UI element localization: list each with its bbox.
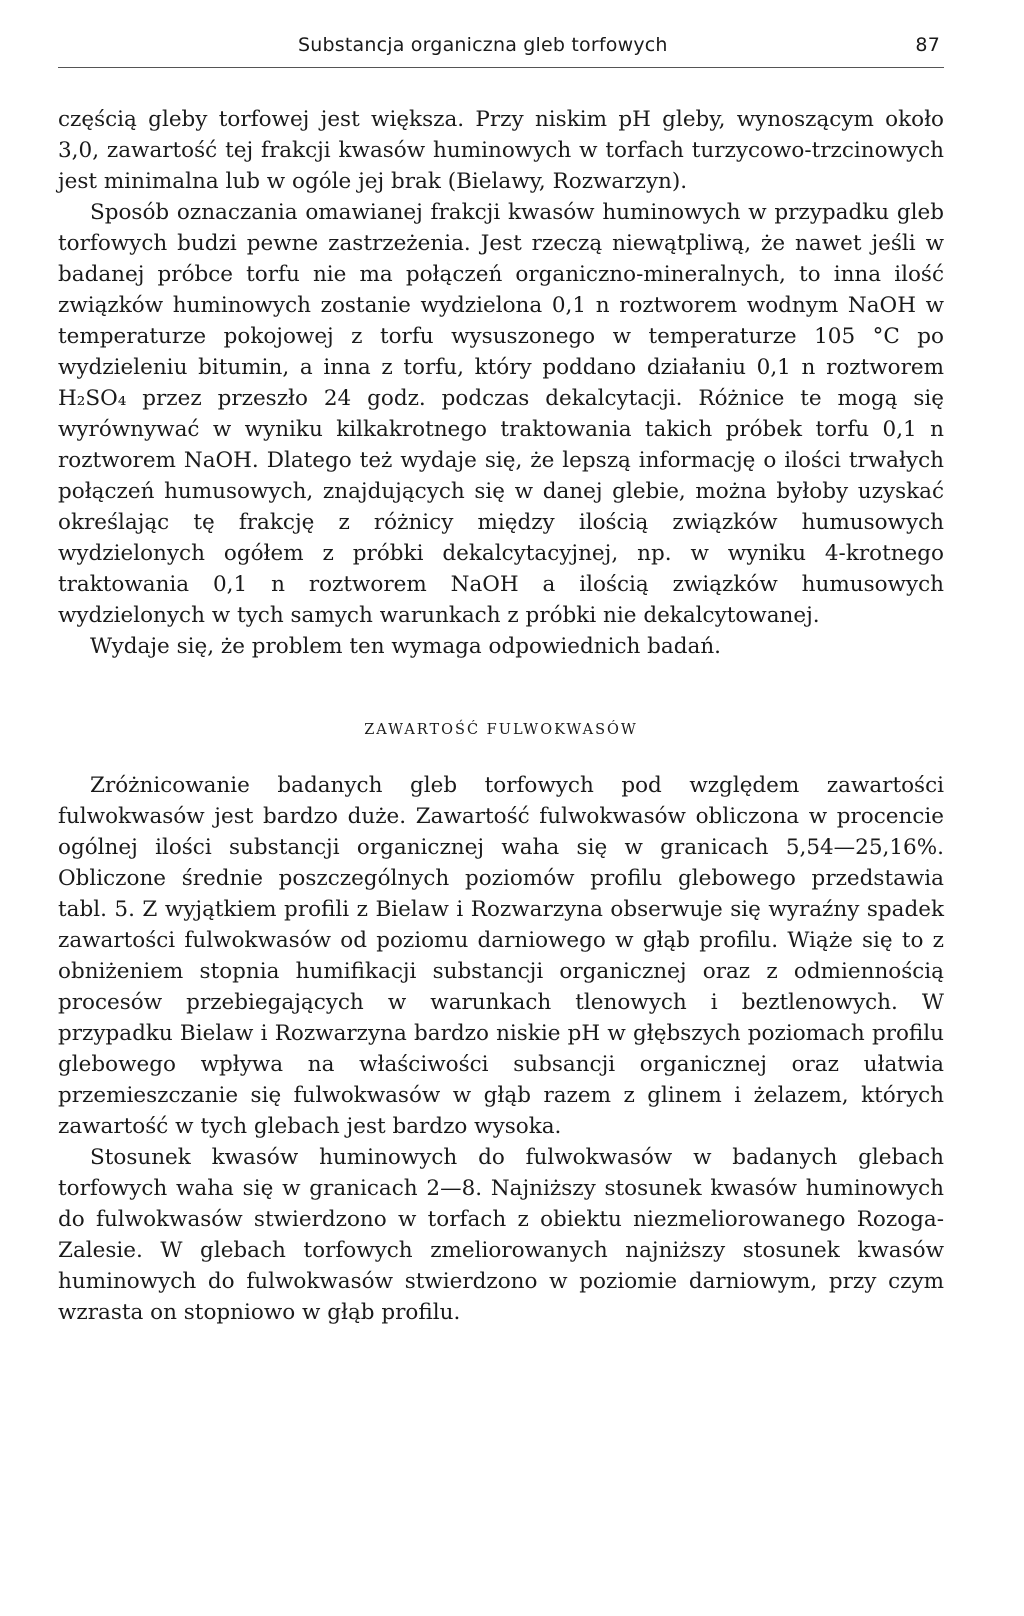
running-head — [58, 22, 944, 56]
header-rule — [58, 67, 944, 68]
running-title: Substancja organiczna gleb torfowych — [298, 34, 668, 56]
paragraph-continued: częścią gleby torfowej jest większa. Przy niskim pH gleby, wynoszącym około 3,0, zawartość tej frakcji kwasów huminowych w torfach turzycowo-trzcinowych jest minimalna lub w ogóle jej brak (Bielawy, Rozwarzyn). — [58, 107, 944, 194]
page — [58, 22, 944, 1325]
page-number: 87 — [915, 34, 940, 56]
paragraph: Zróżnicowanie badanych gleb torfowych pod względem zawartości fulwokwasów jest bardzo duże. Zawartość fulwokwasów obliczona w procencie ogólnej ilości substancji organicznej waha się w granicach 5,54—25,16%. Obliczone średnie poszczególnych poziomów profilu glebowego przedstawia tabl. 5. Z wyjątkiem profili z Bielaw i Rozwarzyna obserwuje się wyraźny spadek zawartości fulwokwasów od poziomu darniowego w głąb profilu. Wiąże się to z obniżeniem stopnia humifikacji substancji organicznej oraz z odmiennością procesów przebiegających w warunkach tlenowych i beztlenowych. W przypadku Bielaw i Rozwarzyna bardzo niskie pH w głębszych poziomach profilu glebowego wpływa na właściwości subsancji organicznej oraz ułatwia przemieszczanie się fulwokwasów w głąb razem z glinem i żelazem, których zawartość w tych glebach jest bardzo wysoka. — [58, 773, 944, 1139]
paragraph: Sposób oznaczania omawianej frakcji kwasów huminowych w przypadku gleb torfowych budzi pewne zastrzeżenia. Jest rzeczą niewątpliwą, że nawet jeśli w badanej próbce torfu nie ma połączeń organiczno-mineralnych, to inna ilość związków huminowych zostanie wydzielona 0,1 n roztworem wodnym NaOH w temperaturze pokojowej z torfu wysuszonego w temperaturze 105 °C po wydzieleniu bitumin, a inna z torfu, który poddano działaniu 0,1 n roztworem H₂SO₄ przez przeszło 24 godz. podczas dekalcytacji. Różnice te mogą się wyrównywać w wyniku kilkakrotnego traktowania takich próbek torfu 0,1 n roztworem NaOH. Dlatego też wydaje się, że lepszą informację o ilości trwałych połączeń humusowych, znajdujących się w danej glebie, można byłoby uzyskać określając tę frakcję z różnicy między ilością związków humusowych wydzielonych ogółem z próbki dekalcytacyjnej, np. w wyniku 4-krotnego traktowania 0,1 n roztworem NaOH a ilością związków humusowych wydzielonych w tych samych warunkach z próbki nie dekalcytowanej. — [58, 200, 944, 628]
paragraph: Stosunek kwasów huminowych do fulwokwasów w badanych glebach torfowych waha się w granicach 2—8. Najniższy stosunek kwasów huminowych do fulwokwasów stwierdzono w torfach z obiektu niezmeliorowanego Rozoga-Zalesie. W glebach torfowych zmeliorowanych najniższy stosunek kwasów huminowych do fulwokwasów stwierdzono w poziomie darniowym, przy czym wzrasta on stopniowo w głąb profilu. — [58, 1145, 944, 1325]
body-text — [58, 104, 944, 1328]
paragraph: Wydaje się, że problem ten wymaga odpowiednich badań. — [90, 634, 722, 659]
section-heading: ZAWARTOŚĆ FULWOKWASÓW — [364, 722, 638, 738]
